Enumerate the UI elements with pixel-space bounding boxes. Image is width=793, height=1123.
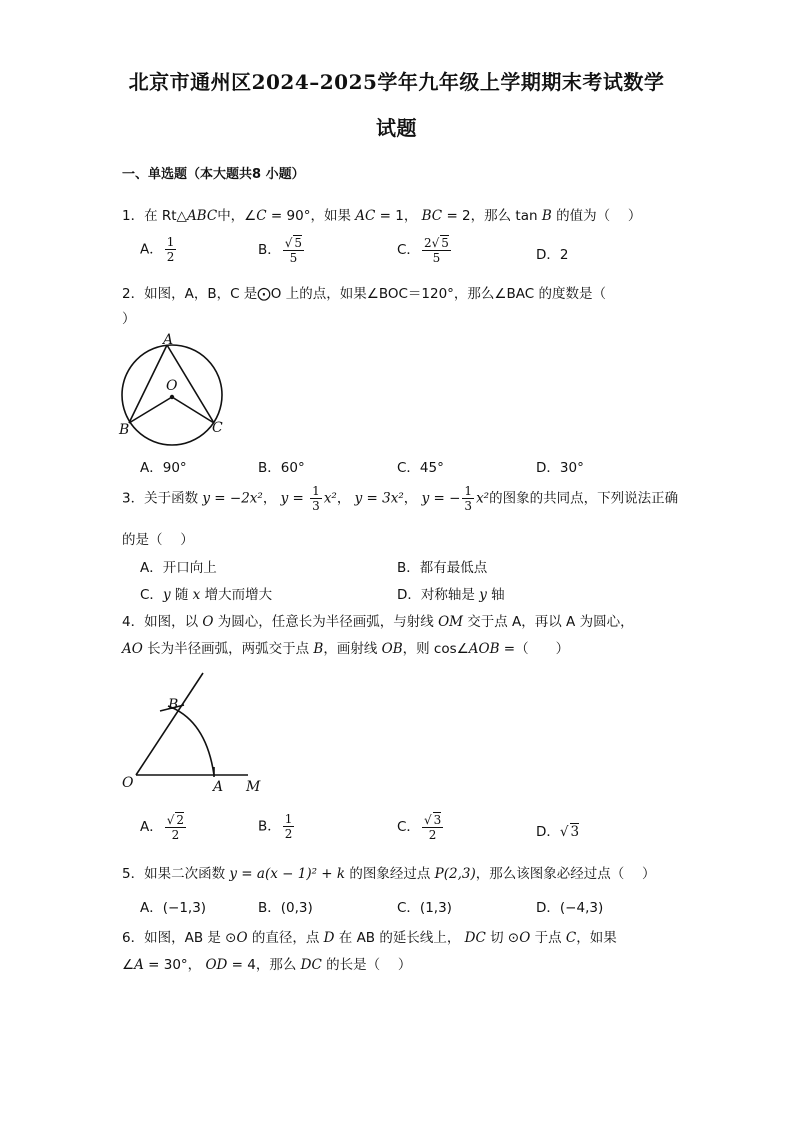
question-4-option-a[interactable]: A． $\frac{√ 2}{2}$ bbox=[140, 813, 185, 842]
label-b: B bbox=[119, 422, 130, 438]
question-2-stem: 2．如图，A，B，C 是⨀O 上的点，如果∠BOC＝120°，那么∠BAC 的度数是（ bbox=[122, 286, 606, 302]
question-4-option-d[interactable]: D．√ 3 bbox=[536, 824, 580, 840]
question-4-figure bbox=[118, 665, 268, 797]
question-2-option-a[interactable]: A．90° bbox=[140, 460, 187, 476]
question-5-option-a[interactable]: A．(−1,3) bbox=[140, 900, 207, 916]
question-1-stem: 1．在 Rt△ABC中，∠C = 90°，如果 AC = 1， BC = 2，那么 tan B 的值为（ ） bbox=[122, 208, 642, 224]
fraction: $\frac{√ 2}{2}$ bbox=[166, 813, 185, 842]
question-4-option-b[interactable]: B． $\frac{1}{2}$ bbox=[258, 812, 293, 841]
question-3-option-d[interactable]: D．对称轴是 y 轴 bbox=[397, 587, 505, 603]
fraction: $\frac{1}{3}$ bbox=[312, 484, 320, 513]
label-b: B bbox=[168, 697, 179, 713]
label-c: C bbox=[212, 420, 223, 436]
page-title-line1: 北京市通州区2024–2025学年九年级上学期期末考试数学 bbox=[128, 70, 665, 94]
question-3-stem: 3．关于函数 y = −2x²， y = $\frac{1}{3}$ x²， y = 3x²， y = − $\frac{1}{3}$ x²的图象的共同点，下列说法正确 bbox=[122, 484, 679, 513]
fraction: $\frac{√ 3}{2}$ bbox=[423, 813, 442, 842]
question-4-stem: 4．如图，以 O 为圆心，任意长为半径画弧，与射线 OM 交于点 A，再以 A 为圆心， bbox=[122, 614, 634, 630]
question-6-stem-line2: ∠A = 30°， OD = 4，那么 DC 的长是（ ） bbox=[122, 957, 412, 973]
question-2-figure bbox=[114, 330, 234, 455]
center-point bbox=[170, 395, 174, 399]
radius-oc bbox=[172, 397, 214, 423]
question-5-option-c[interactable]: C．(1,3) bbox=[397, 900, 452, 916]
question-4-stem-line2: AO 长为半径画弧，两弧交于点 B，画射线 OB，则 cos∠AOB =（ ） bbox=[122, 641, 570, 657]
question-2-option-d[interactable]: D．30° bbox=[536, 460, 584, 476]
question-3-option-a[interactable]: A．开口向上 bbox=[140, 560, 217, 576]
question-1-option-a[interactable]: A． $\frac{1}{2}$ bbox=[140, 235, 175, 264]
label-o: O bbox=[166, 378, 178, 394]
question-6-stem: 6．如图，AB 是 ⊙O 的直径，点 D 在 AB 的延长线上， DC 切 ⊙O 于点 C，如果 bbox=[122, 930, 617, 946]
question-2-option-c[interactable]: C．45° bbox=[397, 460, 444, 476]
label-a: A bbox=[213, 779, 224, 795]
page-title-line2: 试题 bbox=[376, 116, 417, 140]
question-1-option-c[interactable]: C． $\frac{2√ 5}{5}$ bbox=[397, 236, 449, 265]
question-3-option-c[interactable]: C．y 随 x 增大而增大 bbox=[140, 587, 273, 603]
fraction: $\frac{2√ 5}{5}$ bbox=[423, 236, 449, 265]
section-heading: 一、单选题（本大题共8 小题） bbox=[122, 167, 305, 182]
question-1-option-b[interactable]: B． $\frac{√ 5}{5}$ bbox=[258, 236, 303, 265]
fraction: $\frac{1}{2}$ bbox=[284, 812, 293, 841]
question-2-option-b[interactable]: B．60° bbox=[258, 460, 305, 476]
label-a: A bbox=[163, 332, 174, 348]
question-5-option-d[interactable]: D．(−4,3) bbox=[536, 900, 604, 916]
question-2-stem-end: ） bbox=[122, 311, 136, 327]
question-3-option-b[interactable]: B．都有最低点 bbox=[397, 560, 488, 576]
fraction: $\frac{1}{3}$ bbox=[464, 484, 473, 513]
question-5-option-b[interactable]: B．(0,3) bbox=[258, 900, 313, 916]
fraction: $\frac{√ 5}{5}$ bbox=[284, 236, 303, 265]
question-5-stem: 5．如果二次函数 y = a(x − 1)² + k 的图象经过点 P(2,3)，那么该图象必经过点（ ） bbox=[122, 866, 656, 882]
question-3-stem-end: 的是（ ） bbox=[122, 532, 194, 548]
label-o: O bbox=[122, 775, 134, 791]
question-1-option-d[interactable]: D．2 bbox=[536, 247, 569, 263]
question-4-option-c[interactable]: C． $\frac{√ 3}{2}$ bbox=[397, 813, 442, 842]
label-m: M bbox=[246, 779, 261, 795]
fraction: $\frac{1}{2}$ bbox=[166, 235, 175, 264]
